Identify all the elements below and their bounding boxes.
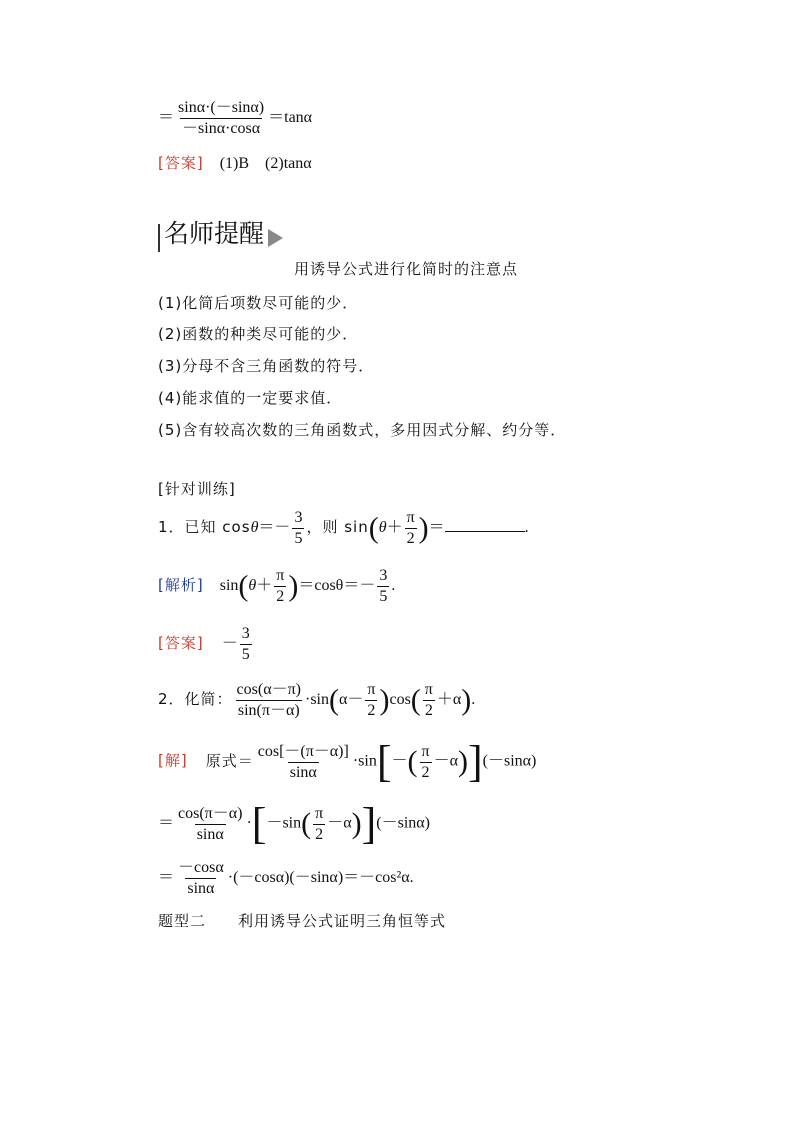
- solution-tag: [解]: [158, 751, 188, 770]
- question-1: 1．已知 cosθ＝－ $\frac{3}{5}$ ，则 sin(θ＋ $\frac{\pi}{2}$ )＝ .: [158, 509, 529, 547]
- tip-subtitle: 用诱导公式进行化简时的注意点: [294, 260, 519, 278]
- tip-item-4: (4)能求值的一定要求值．: [158, 389, 343, 407]
- play-triangle-icon: [268, 229, 283, 247]
- answer-tag: [答案]: [158, 154, 204, 172]
- fraction: $\frac{\sin\alpha\cdot(-\sin\alpha)}{-\sin\alpha\cdot\cos\alpha}$: [178, 99, 265, 137]
- solution-line-3: ＝ $\frac{-\cos\alpha}{\sin\alpha}$ ·(－cosα)(－sinα)＝－cos²α.: [158, 859, 414, 897]
- bar-icon: [158, 224, 160, 252]
- tip-item-5: (5)含有较高次数的三角函数式，多用因式分解、约分等．: [158, 421, 567, 439]
- question-2: 2．化简： $\frac{\cos(\alpha-\pi)}{\sin(\pi-\alpha)}$ ·sin(α－ $\frac{\pi}{2}$ )cos( $\frac{\pi}{2}$ ＋α).: [158, 681, 476, 719]
- analysis-1: [解析] sin(θ＋ $\frac{\pi}{2}$ )＝cosθ＝－ $\frac{3}{5}$ .: [158, 567, 396, 605]
- solution-line-2: ＝ $\frac{\cos(\pi-\alpha)}{\sin\alpha}$ ·[－sin( $\frac{\pi}{2}$ －α)](－sinα): [158, 799, 430, 848]
- equation-line: ＝ $\frac{\sin\alpha\cdot(-\sin\alpha)}{-\sin\alpha\cdot\cos\alpha}$ ＝tanα: [158, 99, 313, 137]
- tip-heading: [158, 221, 283, 252]
- section-heading: 题型二 利用诱导公式证明三角恒等式: [158, 912, 447, 930]
- answer-text: (1)B (2)tanα: [219, 155, 312, 172]
- tip-item-3: (3)分母不含三角函数的符号．: [158, 357, 375, 375]
- tip-title: 名师提醒: [164, 219, 265, 248]
- answer-blank: [445, 517, 525, 532]
- training-heading: [针对训练]: [158, 480, 236, 498]
- tip-item-1: (1)化简后项数尽可能的少．: [158, 294, 359, 312]
- tip-item-2: (2)函数的种类尽可能的少．: [158, 325, 359, 343]
- answer-tag: [答案]: [158, 634, 204, 653]
- solution-line-1: [解] 原式＝ $\frac{\cos[-(\pi-\alpha)]}{\sin\alpha}$ ·sin[－( $\frac{\pi}{2}$ －α)](－sinα): [158, 737, 537, 786]
- analysis-tag: [解析]: [158, 576, 204, 595]
- answer-1: [答案] － $\frac{3}{5}$: [158, 625, 250, 663]
- answer-line: [158, 156, 312, 172]
